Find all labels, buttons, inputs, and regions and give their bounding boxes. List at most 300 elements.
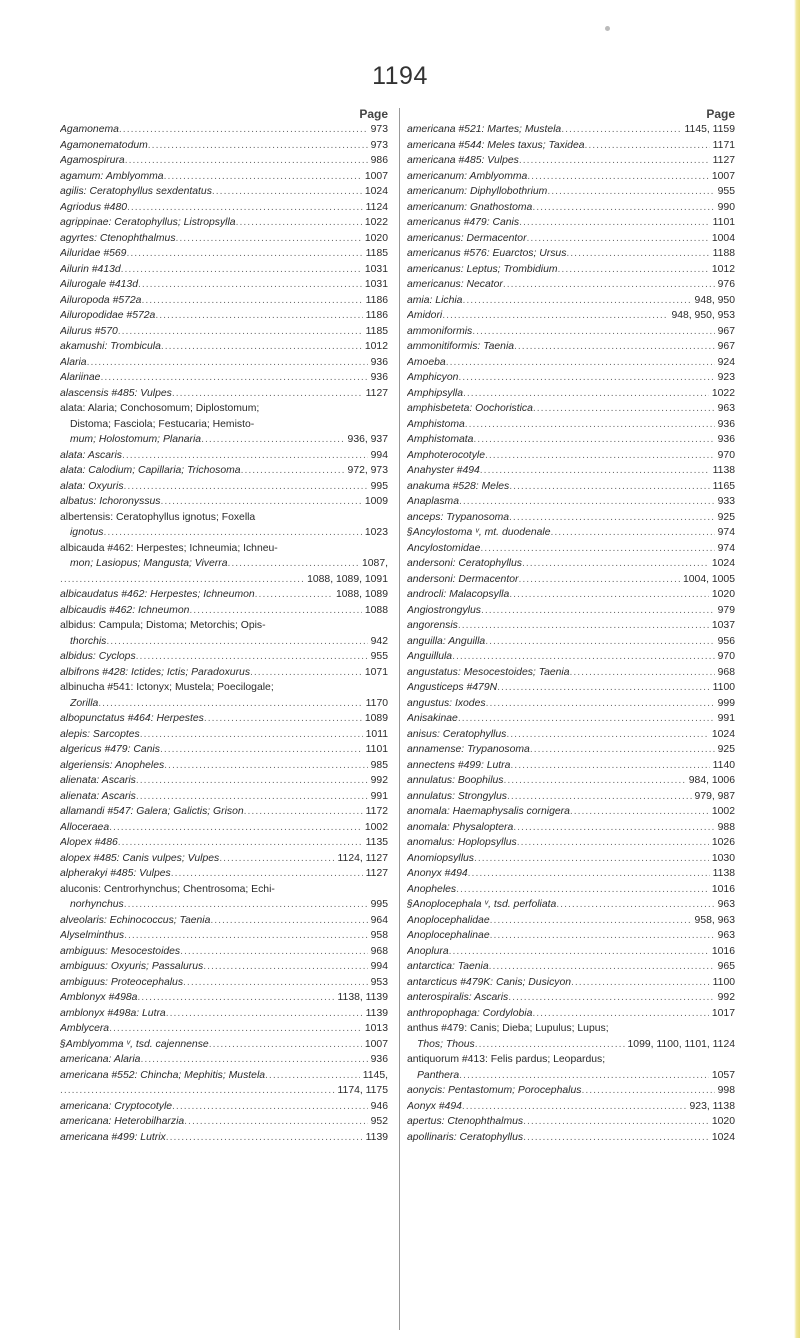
entry-line: [407, 1130, 735, 1146]
entry-page-ref: 1023: [362, 525, 388, 541]
index-entry: [60, 1021, 388, 1037]
index-entry: [60, 758, 388, 774]
entry-term: americanum: Diphyllobothrium .....: [407, 184, 715, 200]
index-entry: [60, 851, 388, 867]
entry-line: [60, 215, 388, 231]
entry-line: [60, 959, 388, 975]
entry-term: Ailuropoda #572a .....: [60, 293, 363, 309]
index-entry: [407, 820, 735, 836]
index-entry: [407, 618, 735, 634]
entry-page-ref: 974: [715, 525, 735, 541]
entry-line: [60, 169, 388, 185]
entry-page-ref: 958, 963: [692, 913, 735, 929]
index-entry: [407, 541, 735, 557]
entry-line: [60, 634, 388, 650]
index-entry: [407, 990, 735, 1006]
index-entry: [60, 1068, 388, 1084]
entry-page-ref: 1011: [363, 727, 388, 743]
entry-line: [60, 556, 388, 572]
index-entry: [407, 262, 735, 278]
entry-line: [407, 153, 735, 169]
entry-term: albopunctatus #464: Herpestes .....: [60, 711, 362, 727]
entry-term: norhynchus .....: [70, 897, 368, 913]
entry-term: Distoma; Fasciola; Festucaria; Hemisto-: [70, 418, 255, 430]
entry-page-ref: 1165: [710, 479, 735, 495]
index-entry: [407, 494, 735, 510]
entry-line: [407, 897, 735, 913]
entry-term: Thos; Thous .....: [417, 1037, 625, 1053]
entry-line: [60, 572, 388, 588]
entry-term: americanus: Dermacentor .....: [407, 231, 709, 247]
entry-page-ref: 1100: [710, 680, 735, 696]
entry-term: ambiguus: Mesocestoides .....: [60, 944, 368, 960]
entry-page-ref: 1185: [363, 324, 388, 340]
entry-page-ref: 1138, 1139: [335, 990, 388, 1006]
entry-line: [407, 944, 735, 960]
entry-term: Amblonyx #498a .....: [60, 990, 335, 1006]
entry-line: [60, 153, 388, 169]
entry-line: [407, 1068, 735, 1084]
entry-page-ref: 986: [368, 153, 388, 169]
index-entry: [407, 634, 735, 650]
entry-line: [407, 386, 735, 402]
entry-term: albicauda #462: Herpestes; Ichneumia; Ichneu-: [60, 542, 278, 554]
index-entry: [60, 944, 388, 960]
index-entry: [407, 975, 735, 991]
entry-line: [407, 758, 735, 774]
entry-line: [60, 1114, 388, 1130]
entry-line: [60, 308, 388, 324]
entry-line: [407, 649, 735, 665]
entry-line: [60, 820, 388, 836]
entry-line: [407, 200, 735, 216]
entry-page-ref: 964: [368, 913, 388, 929]
entry-term: Ailurus #570 .....: [60, 324, 363, 340]
index-entry: [407, 153, 735, 169]
index-entry: [407, 866, 735, 882]
entry-page-ref: 992: [368, 773, 388, 789]
entry-line: [407, 355, 735, 371]
entry-line: [407, 556, 735, 572]
entry-page-ref: 1012: [709, 262, 735, 278]
index-entry: [60, 727, 388, 743]
index-entry: [60, 789, 388, 805]
entry-term: Amphipsylla .....: [407, 386, 709, 402]
entry-line: [60, 711, 388, 727]
entry-line: [60, 231, 388, 247]
index-entry: [407, 789, 735, 805]
entry-term: Ailurogale #413d .....: [60, 277, 362, 293]
index-entry: [407, 913, 735, 929]
index-entry: [60, 1099, 388, 1115]
entry-line: [60, 913, 388, 929]
entry-page-ref: 1020: [709, 587, 735, 603]
entry-page-ref: 968: [368, 944, 388, 960]
entry-term: alienata: Ascaris .....: [60, 789, 368, 805]
entry-line: [407, 417, 735, 433]
entry-line: [407, 572, 735, 588]
entry-term: §Ancylostoma ᵛ, mt. duodenale .....: [407, 525, 715, 541]
entry-page-ref: 1172: [363, 804, 388, 820]
entry-page-ref: 953: [368, 975, 388, 991]
entry-term: aonycis: Pentastomum; Porocephalus .....: [407, 1083, 715, 1099]
entry-page-ref: 942: [368, 634, 388, 650]
entry-line: [60, 277, 388, 293]
index-entry: [60, 324, 388, 340]
entry-term: albatus: Ichoronyssus .....: [60, 494, 362, 510]
entry-line: [407, 665, 735, 681]
entry-line: [60, 370, 388, 386]
index-entry: [60, 448, 388, 464]
entry-term: antiquorum #413: Felis pardus; Leopardus;: [407, 1054, 606, 1065]
index-entry: [60, 1130, 388, 1146]
entry-term: Alopex #486 .....: [60, 835, 363, 851]
entry-line: [407, 804, 735, 820]
index-entry: [407, 510, 735, 526]
entry-list: [60, 122, 388, 1145]
entry-page-ref: 970: [715, 649, 735, 665]
entry-term: angustus: Ixodes .....: [407, 696, 715, 712]
entry-line: [60, 293, 388, 309]
entry-page-ref: 1057: [709, 1068, 735, 1084]
index-entry: [60, 479, 388, 495]
entry-line: [407, 727, 735, 743]
entry-page-ref: 1004: [709, 231, 735, 247]
entry-term: Alyselminthus .....: [60, 928, 368, 944]
entry-line: [407, 603, 735, 619]
entry-line: [407, 789, 735, 805]
entry-term: Amphistoma .....: [407, 417, 715, 433]
entry-list: [407, 122, 735, 1145]
index-entry: [60, 1052, 388, 1068]
entry-term: annulatus: Strongylus .....: [407, 789, 692, 805]
entry-term: Angusticeps #479N .....: [407, 680, 710, 696]
entry-term: anomala: Haemaphysalis cornigera .....: [407, 804, 709, 820]
entry-term: americana: Heterobilharzia .....: [60, 1114, 368, 1130]
entry-page-ref: 1124, 1127: [335, 851, 388, 867]
entry-term: andersoni: Ceratophyllus .....: [407, 556, 709, 572]
entry-page-ref: 1145,: [360, 1068, 388, 1084]
entry-term: Alariinae .....: [60, 370, 368, 386]
entry-page-ref: 1127: [363, 866, 388, 882]
entry-page-ref: 1009: [362, 494, 388, 510]
entry-term: americana #499: Lutrix .....: [60, 1130, 363, 1146]
entry-term: androcli: Malacopsylla .....: [407, 587, 709, 603]
entry-page-ref: 1099, 1100, 1101, 1124: [625, 1037, 735, 1053]
index-entry: [60, 494, 388, 510]
index-entry: [60, 308, 388, 324]
entry-term: Agriodus #480 .....: [60, 200, 363, 216]
entry-term: Ancylostomidae .....: [407, 541, 715, 557]
index-entry: [407, 758, 735, 774]
entry-term: apollinaris: Ceratophyllus .....: [407, 1130, 709, 1146]
index-entry: [60, 215, 388, 231]
entry-term: agamum: Amblyomma .....: [60, 169, 362, 185]
index-entry: [407, 215, 735, 231]
entry-page-ref: 1124: [363, 200, 388, 216]
entry-term: americanus #576: Euarctos; Ursus .....: [407, 246, 710, 262]
entry-term: americanus: Leptus; Trombidium .....: [407, 262, 709, 278]
index-entry: [407, 1083, 735, 1099]
index-entry: [60, 262, 388, 278]
entry-term: anterospiralis: Ascaris .....: [407, 990, 715, 1006]
index-entry: [60, 711, 388, 727]
entry-term: Amidori .....: [407, 308, 668, 324]
entry-line: [407, 866, 735, 882]
entry-term: anguilla: Anguilla .....: [407, 634, 715, 650]
entry-line: [60, 463, 388, 479]
entry-line: [60, 432, 388, 448]
entry-term: albidus: Cyclops .....: [60, 649, 368, 665]
entry-term: americanum: Gnathostoma .....: [407, 200, 715, 216]
entry-line: [407, 401, 735, 417]
entry-term: agilis: Ceratophyllus sexdentatus .....: [60, 184, 362, 200]
entry-term: Ailuropodidae #572a .....: [60, 308, 363, 324]
entry-page-ref: 979: [715, 603, 735, 619]
index-entry: [407, 386, 735, 402]
entry-line: [60, 587, 388, 603]
entry-page-ref: 972, 973: [345, 463, 388, 479]
entry-page-ref: 1071: [362, 665, 388, 681]
entry-page-ref: 936, 937: [345, 432, 388, 448]
entry-page-ref: 933: [715, 494, 735, 510]
entry-page-ref: 1022: [362, 215, 388, 231]
entry-term: Ailurin #413d .....: [60, 262, 362, 278]
entry-term: aluconis: Centrorhynchus; Chentrosoma; Echi-: [60, 883, 275, 895]
entry-line: [60, 665, 388, 681]
entry-line: [407, 1083, 735, 1099]
entry-page-ref: 952: [368, 1114, 388, 1130]
index-entry: [60, 293, 388, 309]
page-edge: [794, 0, 800, 1338]
entry-term: apertus: Ctenophthalmus .....: [407, 1114, 709, 1130]
entry-term: Amphicyon .....: [407, 370, 715, 386]
entry-term: Agamonema .....: [60, 122, 368, 138]
entry-line: [407, 262, 735, 278]
entry-page-ref: 936: [368, 355, 388, 371]
entry-term: Agamonematodum .....: [60, 138, 368, 154]
entry-line: [60, 1006, 388, 1022]
entry-page-ref: 1139: [363, 1006, 388, 1022]
entry-term: algeriensis: Anopheles .....: [60, 758, 368, 774]
entry-term: Anopheles .....: [407, 882, 709, 898]
entry-term: Amblycera .....: [60, 1021, 362, 1037]
entry-page-ref: 925: [715, 742, 735, 758]
entry-page-ref: 992: [715, 990, 735, 1006]
entry-term: americana: Alaria .....: [60, 1052, 368, 1068]
entry-page-ref: 1016: [709, 882, 735, 898]
index-entry: [60, 572, 388, 588]
entry-page-ref: 936: [368, 1052, 388, 1068]
index-entry: [407, 463, 735, 479]
entry-term: Amoeba .....: [407, 355, 715, 371]
index-entry: [407, 200, 735, 216]
entry-line: [407, 928, 735, 944]
entry-line: [60, 339, 388, 355]
column-divider: [399, 108, 400, 1330]
entry-line: [407, 246, 735, 262]
index-entry: [407, 417, 735, 433]
entry-page-ref: 998: [715, 1083, 735, 1099]
entry-term: ammonitiformis: Taenia .....: [407, 339, 715, 355]
index-entry: [60, 200, 388, 216]
index-entry: [407, 308, 735, 324]
index-entry: [60, 277, 388, 293]
entry-term: alata: Oxyuris .....: [60, 479, 368, 495]
entry-line: [407, 1114, 735, 1130]
index-entry: [407, 169, 735, 185]
entry-page-ref: 990: [715, 200, 735, 216]
entry-term: albifrons #428: Ictides; Ictis; Paradoxurus .....: [60, 665, 362, 681]
entry-line: [60, 758, 388, 774]
entry-line: [407, 882, 735, 898]
index-entry: [407, 773, 735, 789]
entry-term: Alloceraea .....: [60, 820, 362, 836]
entry-term: alienata: Ascaris .....: [60, 773, 368, 789]
entry-term: annamense: Trypanosoma .....: [407, 742, 715, 758]
entry-term: albicaudatus #462: Herpestes; Ichneumon .....: [60, 587, 333, 603]
entry-line: [60, 603, 388, 619]
entry-page-ref: 1007: [362, 169, 388, 185]
index-entry: [60, 587, 388, 603]
entry-term: ignotus .....: [70, 525, 362, 541]
entry-term: andersoni: Dermacentor .....: [407, 572, 680, 588]
entry-term: alata: Alaria; Conchosomum; Diplostomum;: [60, 403, 260, 414]
entry-term: albidus: Campula; Distoma; Metorchis; Opis-: [60, 620, 266, 631]
entry-term: agyrtes: Ctenophthalmus .....: [60, 231, 362, 247]
entry-term: annulatus: Boophilus .....: [407, 773, 686, 789]
index-entry: [60, 355, 388, 371]
entry-page-ref: 967: [715, 339, 735, 355]
index-entry: [60, 153, 388, 169]
entry-page-ref: 1100: [710, 975, 735, 991]
entry-page-ref: 948, 950: [692, 293, 735, 309]
entry-page-ref: 1004, 1005: [680, 572, 735, 588]
entry-line: [407, 463, 735, 479]
entry-page-ref: 1145, 1159: [682, 122, 735, 138]
entry-term: ammoniformis .....: [407, 324, 715, 340]
entry-term: anthus #479: Canis; Dieba; Lupulus; Lupus;: [407, 1023, 609, 1034]
entry-term: Anoplura .....: [407, 944, 709, 960]
entry-line: [407, 215, 735, 231]
index-column-left: [60, 106, 388, 1145]
entry-line: [407, 742, 735, 758]
entry-line: [60, 975, 388, 991]
index-entry: [60, 618, 388, 649]
entry-line: [407, 448, 735, 464]
entry-line: [407, 959, 735, 975]
entry-page-ref: 963: [715, 928, 735, 944]
entry-line: [60, 696, 388, 712]
entry-term: Anoplocephalinae .....: [407, 928, 715, 944]
entry-page-ref: 948, 950, 953: [668, 308, 735, 324]
entry-term: antarctica: Taenia .....: [407, 959, 715, 975]
entry-line: [60, 727, 388, 743]
column-header: Page: [359, 107, 388, 121]
index-entry: [407, 401, 735, 417]
entry-page-ref: 936: [715, 417, 735, 433]
index-entry: [60, 866, 388, 882]
entry-term: ambiguus: Proteocephalus .....: [60, 975, 368, 991]
index-entry: [60, 463, 388, 479]
entry-term: [60, 572, 304, 588]
entry-page-ref: 1007: [709, 169, 735, 185]
index-entry: [60, 510, 388, 541]
index-entry: [407, 355, 735, 371]
entry-term: agrippinae: Ceratophyllus; Listropsylla .....: [60, 215, 362, 231]
entry-term: americana: Cryptocotyle .....: [60, 1099, 368, 1115]
entry-line: [60, 928, 388, 944]
entry-page-ref: 973: [368, 122, 388, 138]
index-entry: [60, 773, 388, 789]
entry-page-ref: 1127: [710, 153, 735, 169]
entry-term: anthropophaga: Cordylobia .....: [407, 1006, 709, 1022]
index-entry: [407, 649, 735, 665]
entry-term: allamandi #547: Galera; Galictis; Grison .....: [60, 804, 363, 820]
entry-term: Panthera .....: [417, 1068, 709, 1084]
entry-page-ref: 999: [715, 696, 735, 712]
index-entry: [407, 944, 735, 960]
index-entry: [407, 882, 735, 898]
entry-page-ref: 1139: [363, 1130, 388, 1146]
entry-term: amphisbeteta: Oochoristica .....: [407, 401, 715, 417]
index-entry: [407, 246, 735, 262]
index-entry: [60, 913, 388, 929]
entry-page-ref: 984, 1006: [686, 773, 735, 789]
entry-line: [60, 1099, 388, 1115]
entry-term: alpherakyi #485: Vulpes .....: [60, 866, 363, 882]
entry-page-ref: 924: [715, 355, 735, 371]
entry-term: amia: Lichia .....: [407, 293, 692, 309]
entry-page-ref: 994: [368, 959, 388, 975]
entry-page-ref: 1031: [362, 262, 388, 278]
index-entry: [60, 603, 388, 619]
entry-page-ref: 955: [715, 184, 735, 200]
index-entry: [407, 556, 735, 572]
entry-line: [60, 866, 388, 882]
entry-term: anisus: Ceratophyllus .....: [407, 727, 709, 743]
index-entry: [60, 138, 388, 154]
entry-line: [407, 587, 735, 603]
index-entry: [407, 572, 735, 588]
entry-line: [60, 1052, 388, 1068]
entry-page-ref: 1138: [710, 866, 735, 882]
entry-term: amblonyx #498a: Lutra .....: [60, 1006, 363, 1022]
entry-term: Alaria .....: [60, 355, 368, 371]
entry-line: [60, 494, 388, 510]
entry-term: anomala: Physaloptera .....: [407, 820, 715, 836]
index-entry: [407, 897, 735, 913]
entry-line: [60, 1083, 388, 1099]
entry-line: [60, 1021, 388, 1037]
entry-line: [60, 138, 388, 154]
entry-page-ref: 1020: [362, 231, 388, 247]
entry-term: mum; Holostomum; Planaria .....: [70, 432, 345, 448]
index-entry: [407, 742, 735, 758]
entry-line: [407, 138, 735, 154]
entry-term: annectens #499: Lutra .....: [407, 758, 710, 774]
entry-term: Anahyster #494 .....: [407, 463, 710, 479]
entry-term: americana #521: Martes; Mustela .....: [407, 122, 682, 138]
entry-line: [407, 231, 735, 247]
index-entry: [407, 370, 735, 386]
entry-term: americanus #479: Canis .....: [407, 215, 710, 231]
entry-term: albicaudis #462: Ichneumon .....: [60, 603, 362, 619]
index-entry: [407, 928, 735, 944]
entry-page-ref: 955: [368, 649, 388, 665]
entry-line: [407, 1037, 735, 1053]
index-entry: [60, 246, 388, 262]
